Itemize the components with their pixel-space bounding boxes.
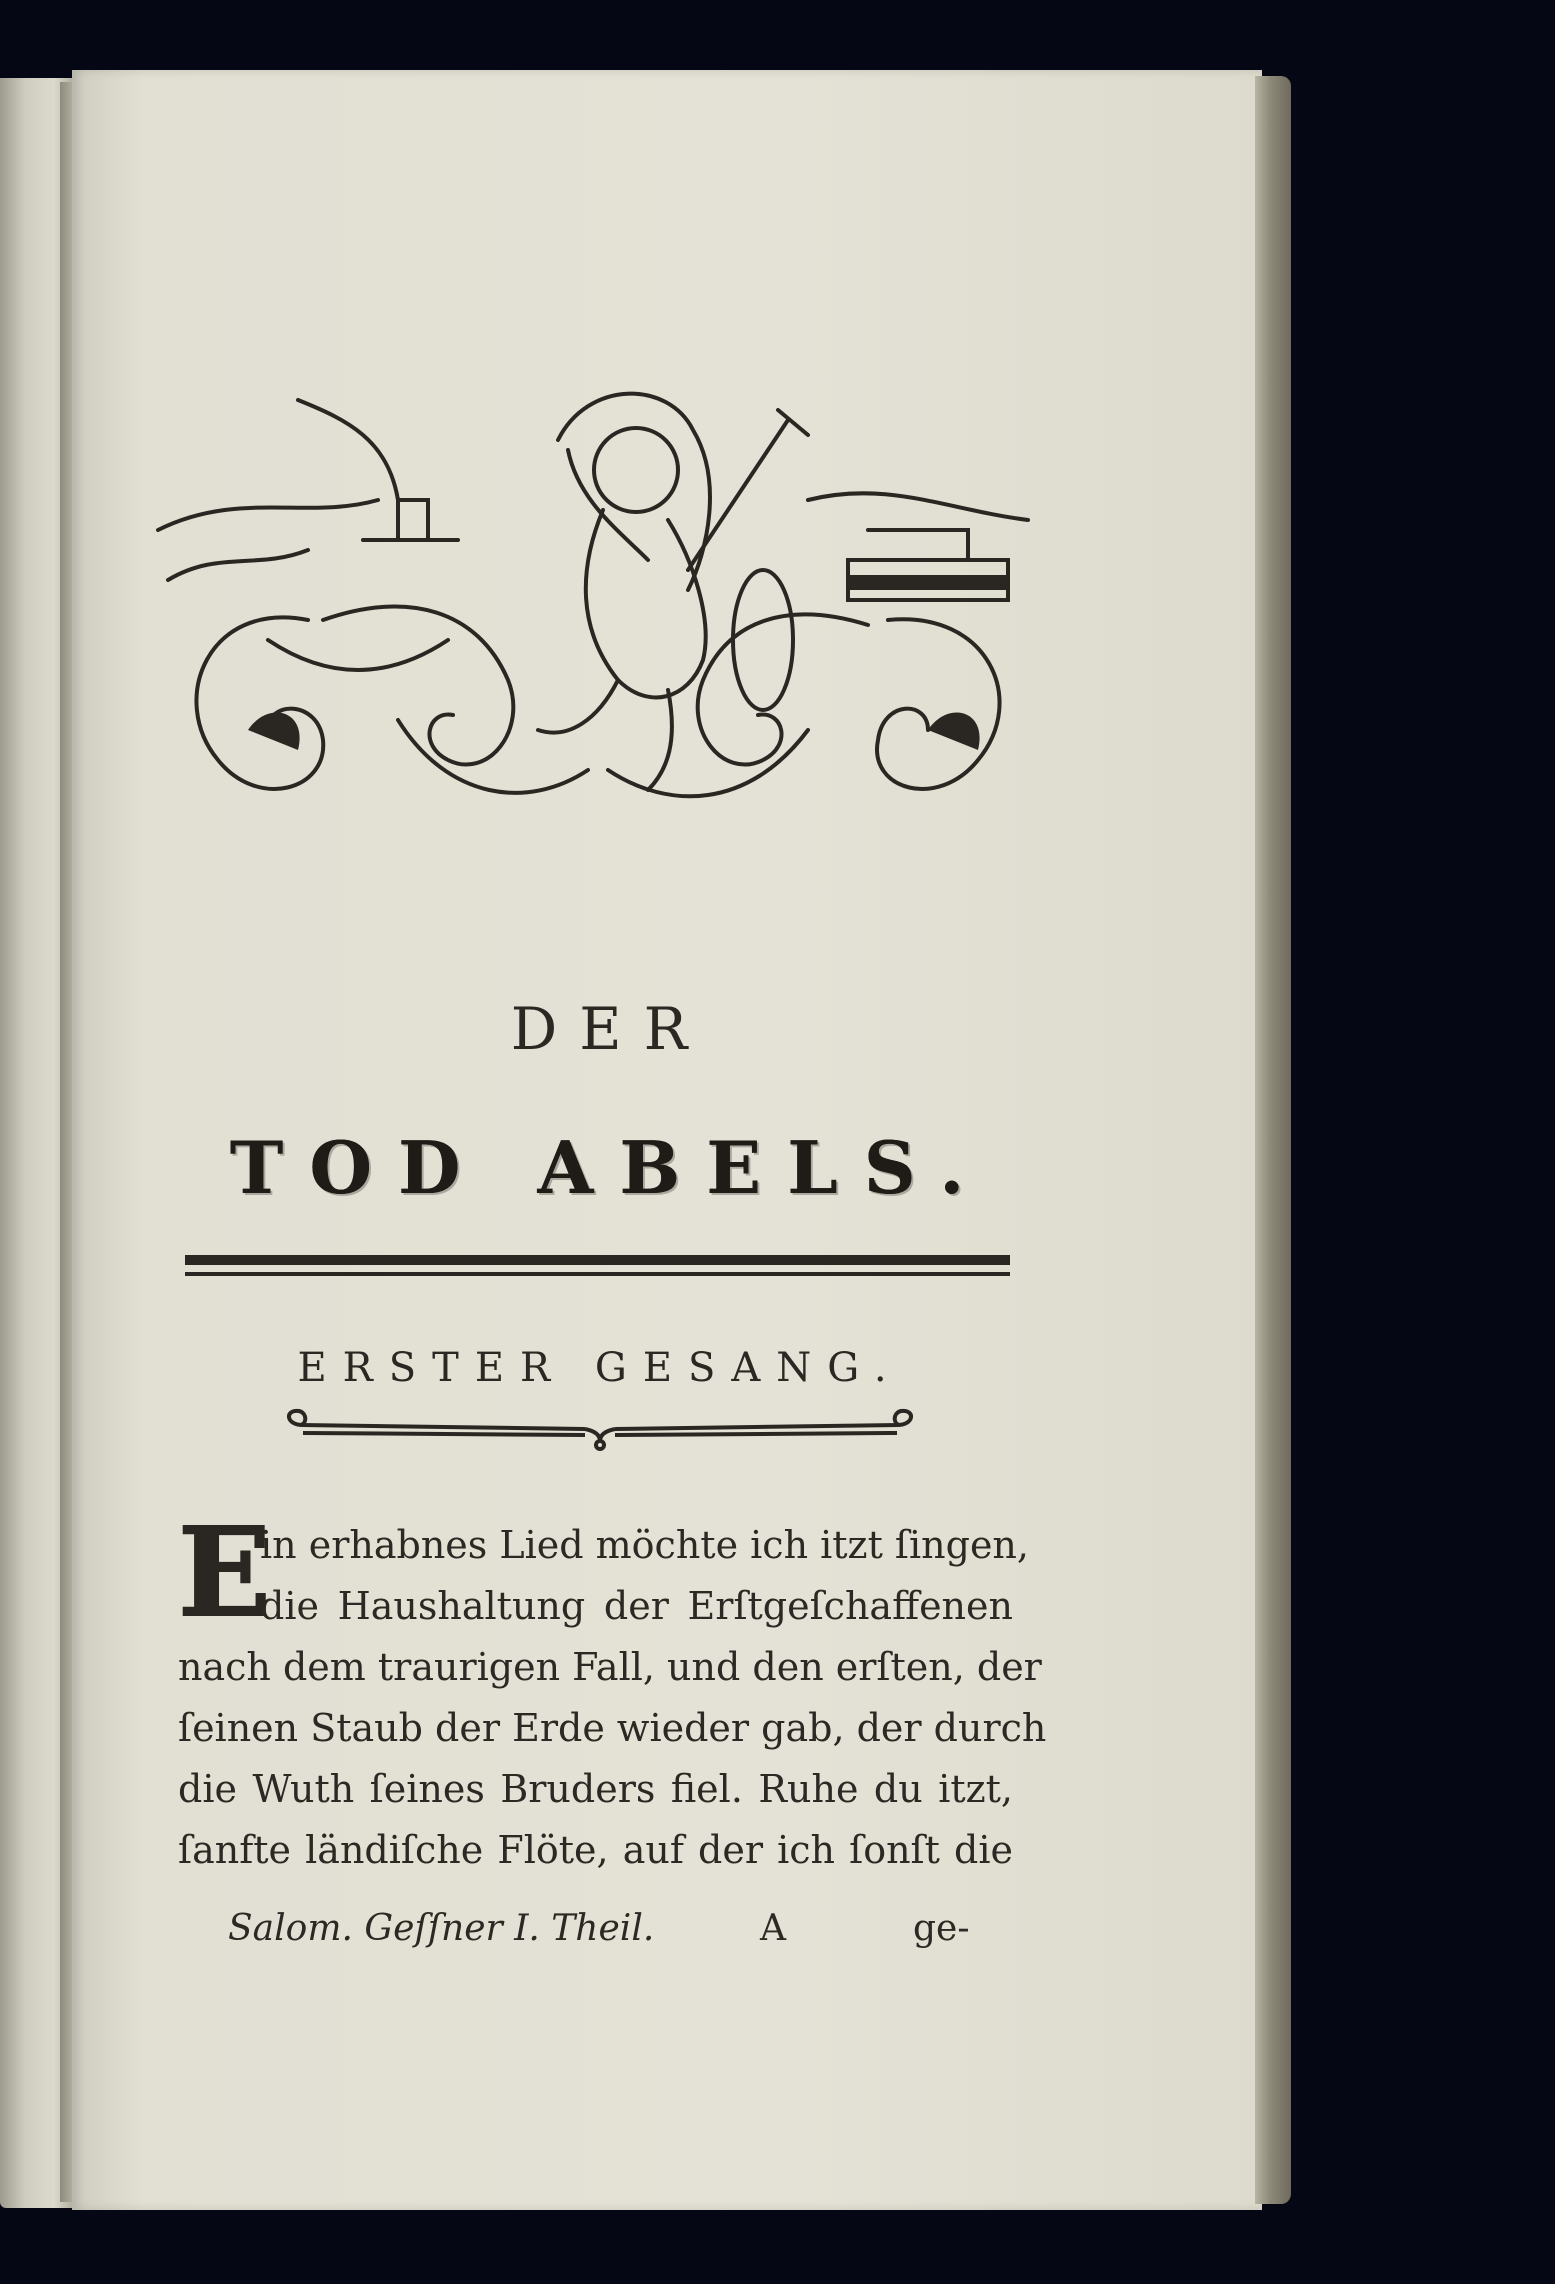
double-rule-thick	[185, 1255, 1010, 1265]
author-footer: Salom. Geſſner I. Theil.	[228, 1908, 655, 1949]
text-line: nach dem traurigen Fall, und den erſten, der	[178, 1645, 1042, 1689]
double-rule-thin	[185, 1272, 1010, 1276]
text-line: ſeinen Staub der Erde wieder gab, der durch	[178, 1706, 1047, 1750]
text-line: in erhabnes Lied möchte ich itzt ſingen,	[260, 1523, 1029, 1567]
drop-cap: E	[178, 1500, 271, 1644]
body-text	[178, 1500, 1047, 1881]
cherub-vignette	[148, 380, 1048, 900]
scroll-ornament	[285, 1405, 915, 1453]
chapter-heading: ERSTER GESANG.	[297, 1345, 903, 1391]
book-cover-edge	[1255, 76, 1291, 2204]
signature-mark: A	[760, 1908, 786, 1949]
text-line: die Haushaltung der Erſtgeſchaffenen	[260, 1584, 1013, 1628]
catchword: ge-	[913, 1908, 970, 1949]
page-footer	[228, 1908, 988, 1958]
title-tod-abels: TOD ABELS.	[229, 1125, 991, 1210]
text-line: ſanfte ländiſche Flöte, auf der ich ſonſt die	[178, 1828, 1013, 1872]
title-der: DER	[510, 995, 710, 1063]
text-line: die Wuth ſeines Bruders fiel. Ruhe du itzt,	[178, 1767, 1013, 1811]
